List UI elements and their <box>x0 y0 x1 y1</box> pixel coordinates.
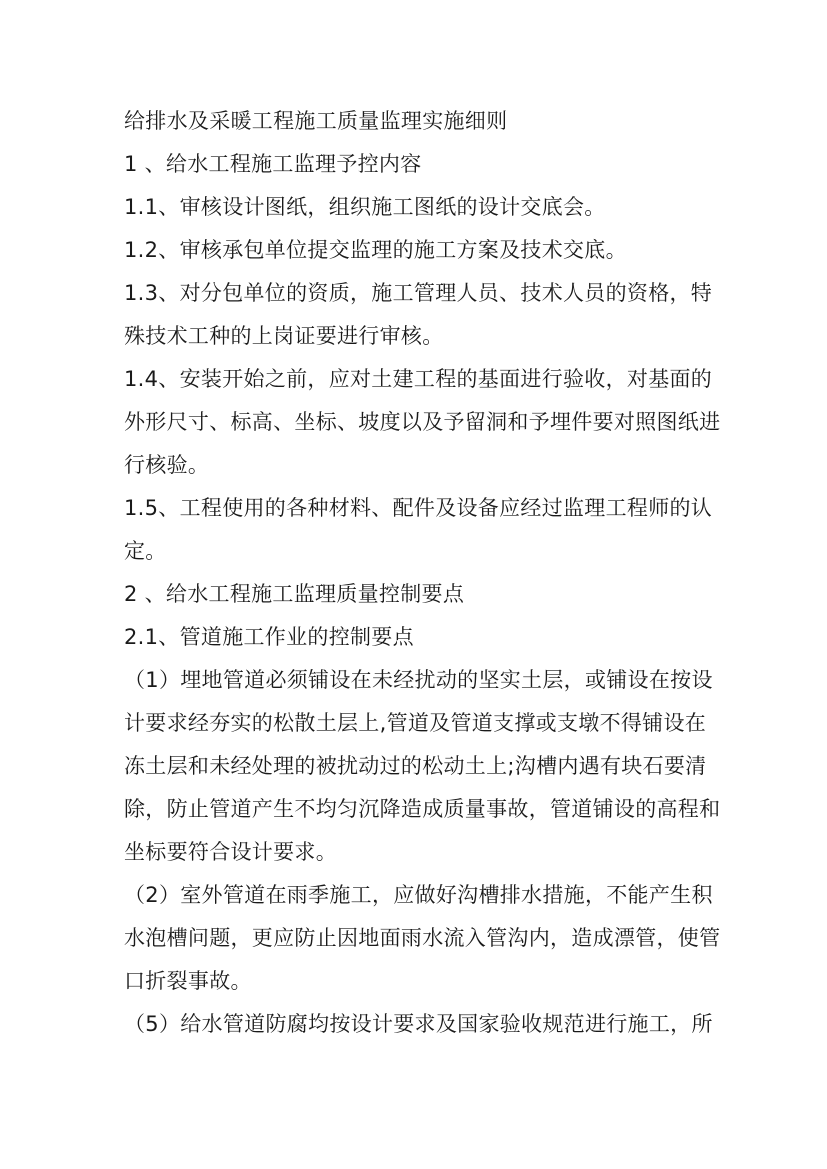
document-title: 给排水及采暖工程施工质量监理实施细则 <box>124 109 508 133</box>
section-heading: 2 、给水工程施工监理质量控制要点 <box>124 582 465 606</box>
text-line: 1.4、安装开始之前，应对土建工程的基面进行验收，对基面的 <box>124 367 713 391</box>
text-line: （5）给水管道防腐均按设计要求及国家验收规范进行施工，所 <box>124 1012 713 1036</box>
text-line: 1.1、审核设计图纸，组织施工图纸的设计交底会。 <box>124 195 606 219</box>
text-line: 1.3、对分包单位的资质，施工管理人员、技术人员的资格，特 <box>124 281 713 305</box>
section-heading: 1 、给水工程施工监理予控内容 <box>124 152 422 176</box>
text-line: 除，防止管道产生不均匀沉降造成质量事故，管道铺设的高程和 <box>124 797 721 821</box>
subsection-heading: 2.1、管道施工作业的控制要点 <box>124 625 414 649</box>
text-line: 定。 <box>124 539 167 563</box>
text-line: 外形尺寸、标高、坐标、坡度以及予留洞和予埋件要对照图纸进 <box>124 410 721 434</box>
text-line: 坐标要符合设计要求。 <box>124 840 337 864</box>
text-line: 水泡槽问题，更应防止因地面雨水流入管沟内，造成漂管，使管 <box>124 926 721 950</box>
document-body <box>124 100 740 1046</box>
text-line: 冻土层和未经处理的被扰动过的松动土上;沟槽内遇有块石要清 <box>124 754 707 778</box>
text-line: 殊技术工种的上岗证要进行审核。 <box>124 324 444 348</box>
text-line: 计要求经夯实的松散土层上,管道及管道支撑或支墩不得铺设在 <box>124 711 707 735</box>
text-line: 口折裂事故。 <box>124 969 252 993</box>
text-line: （1）埋地管道必须铺设在未经扰动的坚实土层，或铺设在按设 <box>124 668 713 692</box>
text-line: （2）室外管道在雨季施工，应做好沟槽排水措施，不能产生积 <box>124 883 713 907</box>
text-line: 1.2、审核承包单位提交监理的施工方案及技术交底。 <box>124 238 627 262</box>
text-line: 行核验。 <box>124 453 210 477</box>
text-line: 1.5、工程使用的各种材料、配件及设备应经过监理工程师的认 <box>124 496 713 520</box>
